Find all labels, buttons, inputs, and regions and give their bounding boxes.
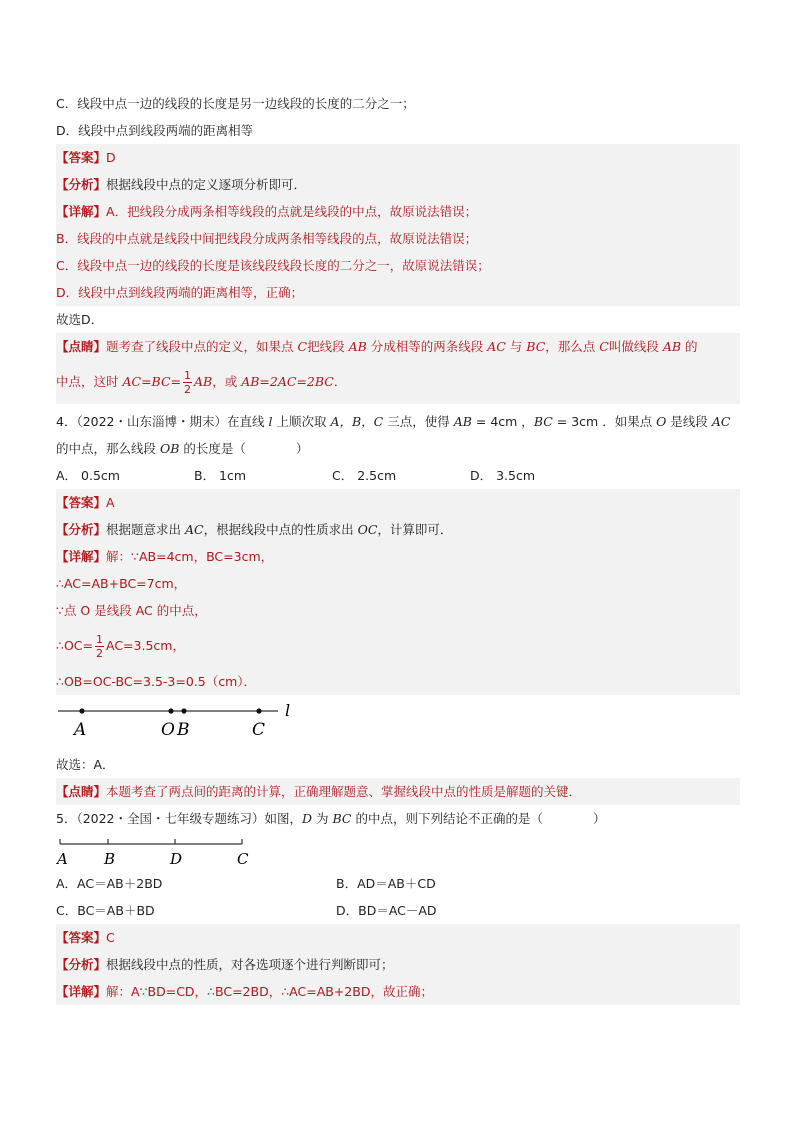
comment-text-3: 分成相等的两条线段 [366, 339, 488, 354]
comment-text-6: 叫做线段 [608, 339, 663, 354]
comment-text-2: 把线段 [307, 339, 349, 354]
q4-stem-text: 的长度是（ ） [179, 441, 309, 456]
analysis-tag: 【分析】 [56, 522, 107, 537]
detail-b-text: B．线段的中点就是线段中间把线段分成两条相等线段的点，故原说法错误； [56, 231, 478, 246]
comment-tag: 【点睛】 [56, 784, 107, 799]
q4-var: OB [159, 441, 180, 456]
label-a: A [57, 850, 68, 868]
q5-options-row2 [56, 897, 740, 924]
analysis-var: OC [357, 522, 378, 537]
answer-tag: 【答案】 [56, 150, 107, 165]
comment-var: AB [348, 339, 367, 354]
q5-option-b: B．AD＝AB＋CD [336, 876, 436, 891]
q4-options [56, 462, 740, 489]
q4-var: AB [453, 414, 472, 429]
answer-value: A [106, 495, 115, 510]
q4-option-d: D． 3.5cm [470, 468, 536, 483]
comment-var: C [297, 339, 308, 354]
analysis-text: 根据线段中点的定义逐项分析即可． [106, 177, 307, 192]
detail-d-text: D．线段中点到线段两端的距离相等，正确； [56, 285, 304, 300]
q3-comment-line1 [56, 333, 740, 360]
q4-var: l [268, 414, 273, 429]
q3-choose [56, 306, 740, 333]
detail-text: ∴AC=AB+BC=7cm， [56, 576, 187, 591]
comment-eq: AB [194, 374, 213, 389]
choose-text: 故选D． [56, 312, 104, 327]
comment-var: AB [662, 339, 682, 354]
q3-detail-a [56, 198, 740, 225]
detail-c-text: C．线段中点一边的线段的长度是该线段线段长度的二分之一，故原说法错误； [56, 258, 490, 273]
comment-var: BC [526, 339, 546, 354]
choose-text: 故选：A． [56, 757, 115, 772]
q3-detail-b [56, 225, 740, 252]
q4-answer [56, 489, 740, 516]
label-o: O [161, 720, 175, 740]
comment-text-5: ，那么点 [545, 339, 600, 354]
q5-analysis [56, 951, 740, 978]
point-o [168, 708, 173, 713]
label-a: A [74, 720, 87, 740]
q4-stem-text: 4．（2022・山东淄博・期末）在直线 [56, 414, 269, 429]
q4-stem-text: = 3cm ．如果点 [552, 414, 657, 429]
q4-stem-line2 [56, 435, 740, 462]
q5-var: BC [332, 811, 352, 826]
q4-analysis [56, 516, 740, 543]
q4-stem-text: = 4cm ， [471, 414, 534, 429]
comment-var: AC [487, 339, 506, 354]
comment-text-8f: ． [333, 374, 347, 389]
fraction-half [95, 633, 104, 660]
analysis-tag: 【分析】 [56, 957, 107, 972]
analysis-text: 根据线段中点的性质，对各选项逐个进行判断即可； [106, 957, 394, 972]
q4-stem-text: 是线段 [666, 414, 712, 429]
detail-tag: 【详解】 [56, 204, 107, 219]
q4-detail-4 [56, 624, 740, 668]
q5-detail [56, 978, 740, 1005]
fraction-numerator: 1 [96, 633, 103, 646]
q5-options-row1 [56, 870, 740, 897]
fraction-denominator: 2 [184, 383, 192, 396]
q4-detail-3 [56, 597, 740, 624]
analysis-text: 根据题意求出 [106, 522, 185, 537]
fraction-half [183, 369, 192, 396]
detail-tag: 【详解】 [56, 549, 107, 564]
q4-stem-text: 的中点，那么线段 [56, 441, 160, 456]
label-c: C [237, 850, 249, 868]
q3-answer [56, 144, 740, 171]
q4-figure [56, 697, 740, 745]
q4-detail-5 [56, 668, 740, 695]
fraction-denominator: 2 [96, 647, 103, 660]
q4-detail-1 [56, 543, 740, 570]
point-c [256, 708, 261, 713]
detail-text: 解：A∵BD=CD，∴BC=2BD，∴AC=AB+2BD，故正确； [106, 984, 433, 999]
q4-solution-block [56, 489, 740, 695]
label-c: C [252, 720, 266, 740]
comment-tag: 【点睛】 [56, 339, 107, 354]
q5-stem [56, 805, 740, 832]
q3-detail-c [56, 252, 740, 279]
q4-var: AC [711, 414, 731, 429]
comment-text-1: 题考查了线段中点的定义，如果点 [106, 339, 298, 354]
option-d-text: D．线段中点到线段两端的距离相等 [56, 123, 254, 138]
answer-tag: 【答案】 [56, 495, 107, 510]
q5-option-c: C．BC＝AB＋BD [56, 903, 155, 918]
document-page [56, 90, 740, 1005]
q3-analysis [56, 171, 740, 198]
q5-option-d: D．BD＝AC－AD [336, 903, 437, 918]
detail-text: AC=3.5cm， [106, 638, 185, 653]
option-c-line [56, 90, 740, 117]
q4-stem-line1 [56, 408, 740, 435]
option-c-text: C．线段中点一边的线段的长度是另一边线段的长度的二分之一； [56, 96, 415, 111]
comment-eq: AB=2AC=2BC [241, 374, 334, 389]
point-a [79, 708, 84, 713]
answer-value: C [106, 930, 115, 945]
point-b [181, 708, 186, 713]
comment-text-8d: ，或 [212, 374, 242, 389]
comment-var: C [599, 339, 609, 354]
analysis-text: ，根据线段中点的性质求出 [203, 522, 358, 537]
q5-option-a: A．AC＝AB＋2BD [56, 876, 163, 891]
analysis-var: AC [185, 522, 204, 537]
q4-option-b: B． 1cm [194, 468, 247, 483]
q3-detail-d [56, 279, 740, 306]
detail-text: ∴OB=OC-BC=3.5-3=0.5（cm）． [56, 674, 257, 689]
q5-stem-text: 5．（2022・全国・七年级专题练习）如图， [56, 811, 303, 826]
q4-option-c: C． 2.5cm [332, 468, 397, 483]
q4-comment [56, 778, 740, 805]
answer-tag: 【答案】 [56, 930, 107, 945]
detail-text: 解：∵AB=4cm，BC=3cm， [106, 549, 274, 564]
comment-text: 本题考查了两点间的距离的计算，正确理解题意、掌握线段中点的性质是解题的关键． [106, 784, 582, 799]
q3-comment-line2 [56, 360, 740, 404]
detail-text: ∴OC= [56, 638, 93, 653]
label-b: B [177, 720, 190, 740]
q4-stem-text: 三点，使得 [383, 414, 454, 429]
fraction-numerator: 1 [184, 369, 192, 382]
detail-tag: 【详解】 [56, 984, 107, 999]
label-d: D [170, 850, 183, 868]
q4-choose [56, 751, 740, 778]
q5-solution-block [56, 924, 740, 1005]
q5-answer [56, 924, 740, 951]
q4-var: A，B，C [330, 414, 384, 429]
analysis-text: ，计算即可． [377, 522, 453, 537]
q5-figure [56, 836, 740, 870]
label-b: B [104, 850, 116, 868]
comment-text-8a: 中点，这时 [56, 374, 123, 389]
q4-detail-2 [56, 570, 740, 597]
segment-figure [56, 836, 256, 870]
q4-stem-text: 上顺次取 [272, 414, 331, 429]
label-l: l [285, 701, 291, 720]
q4-option-a: A． 0.5cm [56, 468, 120, 483]
q5-stem-text: 的中点，则下列结论不正确的是（ ） [351, 811, 606, 826]
comment-eq: AC=BC= [122, 374, 182, 389]
q5-stem-text: 为 [312, 811, 333, 826]
comment-text-7: 的 [681, 339, 698, 354]
comment-text-4: 与 [505, 339, 527, 354]
q3-solution-block [56, 144, 740, 404]
detail-a-text: A．把线段分成两条相等线段的点就是线段的中点，故原说法错误； [106, 204, 478, 219]
q4-var: O [656, 414, 667, 429]
answer-value: D [106, 150, 116, 165]
option-d-line [56, 117, 740, 144]
detail-text: ∵点 O 是线段 AC 的中点， [56, 603, 207, 618]
q4-var: BC [533, 414, 553, 429]
line-segment-figure [56, 697, 300, 743]
analysis-tag: 【分析】 [56, 177, 107, 192]
q5-var: D [302, 811, 313, 826]
